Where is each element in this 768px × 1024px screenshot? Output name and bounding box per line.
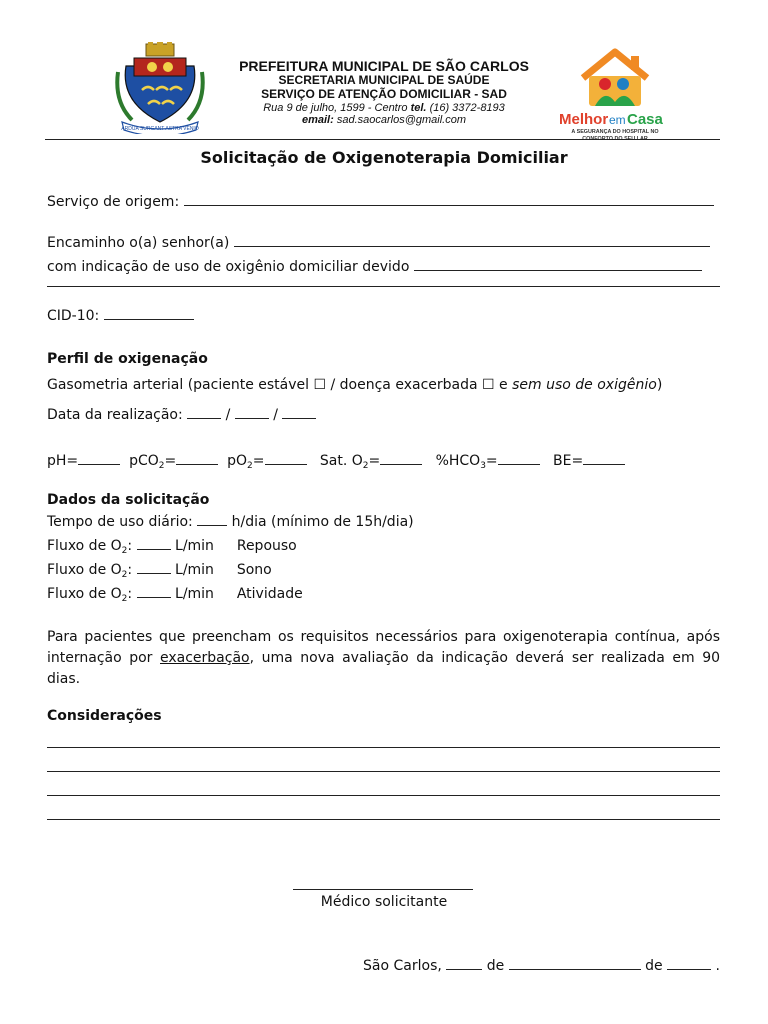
servico-origem-label: Serviço de origem: bbox=[47, 194, 180, 210]
fluxo-unit: L/min bbox=[175, 538, 214, 554]
indicacao-continuation-field[interactable] bbox=[47, 286, 720, 287]
tempo-uso-field[interactable] bbox=[197, 513, 227, 526]
date-month-field[interactable] bbox=[509, 957, 641, 970]
svg-text:A SEGURANÇA DO HOSPITAL NO: A SEGURANÇA DO HOSPITAL NO bbox=[571, 129, 659, 135]
year-field[interactable] bbox=[282, 406, 316, 419]
city-crest-icon bbox=[112, 42, 208, 134]
mode-atividade-label: Atividade bbox=[236, 586, 303, 602]
date-day-field[interactable] bbox=[446, 957, 482, 970]
po2-label: pO bbox=[227, 453, 248, 469]
tempo-uso-unit: h/dia (mínimo de 15h/dia) bbox=[231, 514, 414, 530]
fluxo-unit: L/min bbox=[175, 586, 214, 602]
exacerbada-checkbox[interactable]: ☐ bbox=[482, 377, 495, 393]
sat-subscript: 2 bbox=[362, 461, 369, 471]
svg-text:em: em bbox=[609, 113, 626, 127]
patient-name-field[interactable] bbox=[234, 234, 710, 247]
encaminho-label: Encaminho o(a) senhor(a) bbox=[47, 235, 230, 251]
estavel-checkbox[interactable]: ☐ bbox=[313, 377, 327, 393]
fluxo-subscript: 2 bbox=[121, 546, 128, 556]
servico-origem-field[interactable] bbox=[184, 193, 714, 206]
fluxo-sono-field[interactable] bbox=[137, 561, 171, 574]
hco3-field[interactable] bbox=[498, 452, 540, 465]
sat-field[interactable] bbox=[380, 452, 422, 465]
encaminho-row bbox=[47, 234, 710, 251]
header-address: Rua 9 de julho, 1599 - Centro tel. (16) 3372-8193 bbox=[263, 101, 505, 114]
paragraph-underlined-word: exacerbação bbox=[160, 650, 250, 666]
date-connector: de bbox=[645, 958, 663, 974]
reavaliacao-paragraph bbox=[47, 627, 720, 690]
cid-label: CID-10: bbox=[47, 308, 100, 324]
signature-field[interactable] bbox=[293, 889, 473, 890]
pco2-subscript: 2 bbox=[158, 461, 165, 471]
gasometria-label: Gasometria arterial (paciente estável bbox=[47, 377, 310, 393]
date-year-field[interactable] bbox=[667, 957, 711, 970]
header-prefeitura: PREFEITURA MUNICIPAL DE SÃO CARLOS bbox=[239, 58, 529, 74]
city-label: São Carlos, bbox=[363, 958, 442, 974]
date-period: . bbox=[715, 958, 720, 974]
place-date-row bbox=[363, 957, 720, 974]
pco2-field[interactable] bbox=[176, 452, 218, 465]
gasometria-values-row bbox=[47, 452, 625, 469]
consideracoes-line-4[interactable] bbox=[47, 819, 720, 820]
sat-equals: = bbox=[368, 453, 381, 469]
be-label: BE= bbox=[553, 453, 584, 469]
consideracoes-line-3[interactable] bbox=[47, 795, 720, 796]
mode-sono-label: Sono bbox=[236, 562, 272, 578]
paragraph-text-start: Para pacientes que preencham os requisitos necessários para oxigenoterapia contínua, após internação por bbox=[47, 629, 720, 666]
fluxo-colon: : bbox=[127, 562, 133, 578]
sat-label: Sat. O bbox=[319, 453, 363, 469]
po2-subscript: 2 bbox=[247, 461, 253, 471]
svg-text:ARDUA SURGANT ASTRA VENIO: ARDUA SURGANT ASTRA VENIO bbox=[121, 126, 199, 132]
fluxo-label: Fluxo de O bbox=[47, 586, 122, 602]
svg-text:Melhor: Melhor bbox=[559, 111, 609, 128]
fluxo-unit: L/min bbox=[175, 562, 214, 578]
fluxo-sono-row bbox=[47, 561, 272, 578]
data-realizacao-label: Data da realização: bbox=[47, 407, 183, 423]
po2-field[interactable] bbox=[265, 452, 307, 465]
po2-equals: = bbox=[252, 453, 265, 469]
indicacao-row bbox=[47, 258, 702, 275]
svg-text:CONFORTO DO SEU LAR: CONFORTO DO SEU LAR bbox=[582, 136, 648, 142]
indicacao-label: com indicação de uso de oxigênio domiciliar devido bbox=[47, 259, 410, 275]
indicacao-field[interactable] bbox=[414, 258, 702, 271]
gasometria-conjunction: e bbox=[499, 377, 508, 393]
header-secretaria: SECRETARIA MUNICIPAL DE SAÚDE bbox=[278, 73, 490, 88]
fluxo-subscript: 2 bbox=[121, 594, 128, 604]
date-slash: / bbox=[273, 407, 278, 423]
date-connector: de bbox=[486, 958, 505, 974]
servico-origem-row bbox=[47, 193, 714, 210]
paragraph-text-end: , uma nova avaliação da indicação deverá ser realizada em 90 dias. bbox=[47, 650, 721, 687]
page-title: Solicitação de Oxigenoterapia Domiciliar bbox=[200, 148, 568, 167]
perfil-heading: Perfil de oxigenação bbox=[47, 351, 208, 367]
fluxo-colon: : bbox=[127, 538, 133, 554]
hco3-label: %HCO bbox=[435, 453, 481, 469]
header-email: email: sad.saocarlos@gmail.com bbox=[301, 114, 467, 127]
hco3-equals: = bbox=[485, 453, 498, 469]
consideracoes-line-2[interactable] bbox=[47, 771, 720, 772]
gasometria-row bbox=[47, 377, 662, 393]
gasometria-close-paren: ) bbox=[656, 377, 663, 393]
ph-label: pH= bbox=[47, 453, 79, 469]
pco2-label: pCO bbox=[129, 453, 159, 469]
month-field[interactable] bbox=[235, 406, 269, 419]
fluxo-subscript: 2 bbox=[121, 570, 128, 580]
dados-heading: Dados da solicitação bbox=[47, 492, 210, 508]
header-divider bbox=[45, 139, 720, 140]
exacerbada-label: / doença exacerbada bbox=[330, 377, 478, 393]
be-field[interactable] bbox=[583, 452, 625, 465]
pco2-equals: = bbox=[164, 453, 177, 469]
fluxo-atividade-field[interactable] bbox=[137, 585, 171, 598]
consideracoes-heading: Considerações bbox=[47, 708, 162, 724]
header-block bbox=[210, 58, 558, 127]
fluxo-label: Fluxo de O bbox=[47, 538, 122, 554]
data-realizacao-row bbox=[47, 406, 316, 423]
cid-field[interactable] bbox=[104, 307, 194, 320]
consideracoes-line-1[interactable] bbox=[47, 747, 720, 748]
sem-oxigenio-label: sem uso de oxigênio bbox=[512, 377, 657, 393]
day-field[interactable] bbox=[187, 406, 221, 419]
cid-row bbox=[47, 307, 194, 324]
tempo-uso-label: Tempo de uso diário: bbox=[47, 514, 193, 530]
hco3-subscript: 3 bbox=[480, 461, 486, 471]
fluxo-atividade-row bbox=[47, 585, 303, 602]
ph-field[interactable] bbox=[78, 452, 120, 465]
fluxo-repouso-row bbox=[47, 537, 297, 554]
mode-repouso-label: Repouso bbox=[236, 538, 297, 554]
melhor-em-casa-logo-icon bbox=[553, 44, 678, 144]
fluxo-colon: : bbox=[127, 586, 133, 602]
date-slash: / bbox=[225, 407, 231, 423]
fluxo-repouso-field[interactable] bbox=[137, 537, 171, 550]
fluxo-label: Fluxo de O bbox=[47, 562, 122, 578]
tempo-uso-row bbox=[47, 513, 414, 530]
signature-label: Médico solicitante bbox=[320, 894, 448, 910]
svg-text:Casa: Casa bbox=[627, 111, 663, 128]
header-servico: SERVIÇO DE ATENÇÃO DOMICILIAR - SAD bbox=[261, 86, 507, 101]
